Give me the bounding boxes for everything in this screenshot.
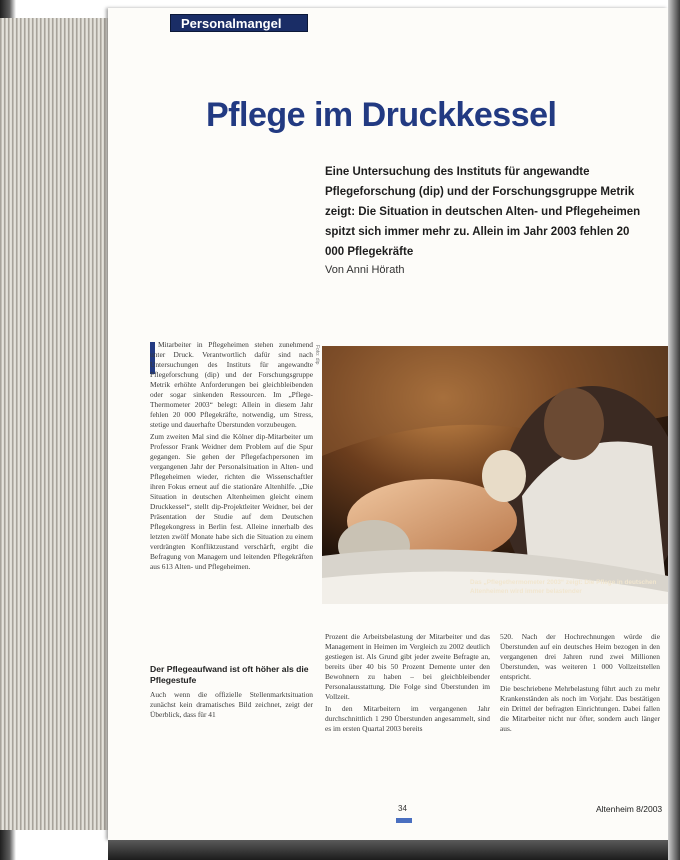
issue-footer: Altenheim 8/2003 <box>596 804 663 814</box>
photo-illustration <box>322 346 668 604</box>
body-paragraph: Prozent die Arbeitsbelastung der Mitarbeiter und das Management in Heimen im Vergleich zu 2002 deutlich gestiegen ist. Als Grund gibt jeder zweite Befragte an, bereits über 40 bis 50 Prozent Demente unter den Bewohnern zu haben – bei gleichbleibender Personalausstattung. Die Folge sind Überstunden im Vollzeit. <box>325 632 490 701</box>
body-paragraph: In den Mitarbeitern im vergangenen Jahr durchschnittlich 1 290 Überstunden angesammelt, sind es im ersten Quartal 2003 bereits <box>325 704 490 733</box>
photo-caption: Das „Pflegethermometer 2003“ zeigt: Die Pflege in deutschen Altenheimen wird immer belastender <box>470 579 657 595</box>
body-column-2 <box>325 632 490 736</box>
article-headline: Pflege im Druckkessel <box>206 96 557 134</box>
article-byline: Von Anni Hörath <box>325 264 405 276</box>
body-paragraph: Zum zweiten Mal sind die Kölner dip-Mitarbeiter um Professor Frank Weidner dem Problem auf die Spur gegangen. Sie gehen der Pflegefachpersonen im vergangenen Jahr der Personalsituation in Alten- und Pflegeheimen wieder, richten die Wissenschaftler ihren Fokus erneut auf die stationäre Altenhilfe. „Die Situation in deutschen Altenheimen gleicht einem Druckkessel“, stellt dip-Projektleiter Weidner, bei der Präsentation der Studie auf dem Deutschen Pflegekongress in Berlin fest. Alleine innerhalb des letzten zwölf Monate habe sich die Situation zu einem verdrängten Konfliktzustand verschärft, ergibt die Befragung von Managern und leitenden Pflegekräften aus 613 Alten- und Pflegeheimen. <box>150 432 313 571</box>
body-paragraph: Mitarbeiter in Pflegeheimen stehen zunehmend unter Druck. Verantwortlich dafür sind nach Untersuchungen des Instituts für angewandte Pflegeforschung (dip) und der Forschungsgruppe Metrik erhöhte Anforderungen bei gleichbleibenden oder sogar sinkenden Ressourcen. Im „Pflege-Thermometer 2003“ belegt: Allein in diesem Jahr fehlen 20 000 Pflegekräfte, notwendig, um Stress, stetige und dauerhafte Überstunden vorzubeugen. <box>150 340 313 429</box>
body-column-3 <box>500 632 660 736</box>
article-lead: Eine Untersuchung des Instituts für angewandte Pflegeforschung (dip) und der Forschungsgruppe Metrik zeigt: Die Situation in deutschen Alten- und Pflegeheimen spitzt sich immer mehr zu. Allein im Jahr 2003 fehlen 20 000 Pflegekräfte <box>325 166 641 258</box>
body-column-1 <box>150 340 313 574</box>
section-label: Personalmangel <box>170 14 308 32</box>
article-photo <box>322 346 668 604</box>
page-stack-edge <box>0 18 119 830</box>
page-marker <box>396 818 412 823</box>
body-paragraph: Die beschriebene Mehrbelastung führt auch zu mehr Krankenständen als noch im Vorjahr. Das bestätigen ein Drittel der befragten Einrichtungen. Dabei fallen die Mitarbeiter nicht nur öfter, sondern auch länger aus. <box>500 684 660 733</box>
photo-credit: Foto: dip <box>314 345 320 365</box>
right-shadow <box>668 0 680 860</box>
bottom-shadow <box>108 840 680 860</box>
page-number: 34 <box>398 804 407 813</box>
article-subheading: Der Pflegeaufwand ist oft höher als die Pflegestufe <box>150 664 309 685</box>
body-paragraph: 520. Nach der Hochrechnungen würde die Überstunden auf ein deutsches Heim bezogen in den vergangenen drei Jahren rund zwei Millionen Überstunden, was weiteren 1 000 Vollzeitstellen entspricht. <box>500 632 660 681</box>
body-paragraph: Auch wenn die offizielle Stellenmarktsituation zunächst kein dramatisches Bild zeichnet, zeigt der Überblick, dass für 41 <box>150 690 313 719</box>
